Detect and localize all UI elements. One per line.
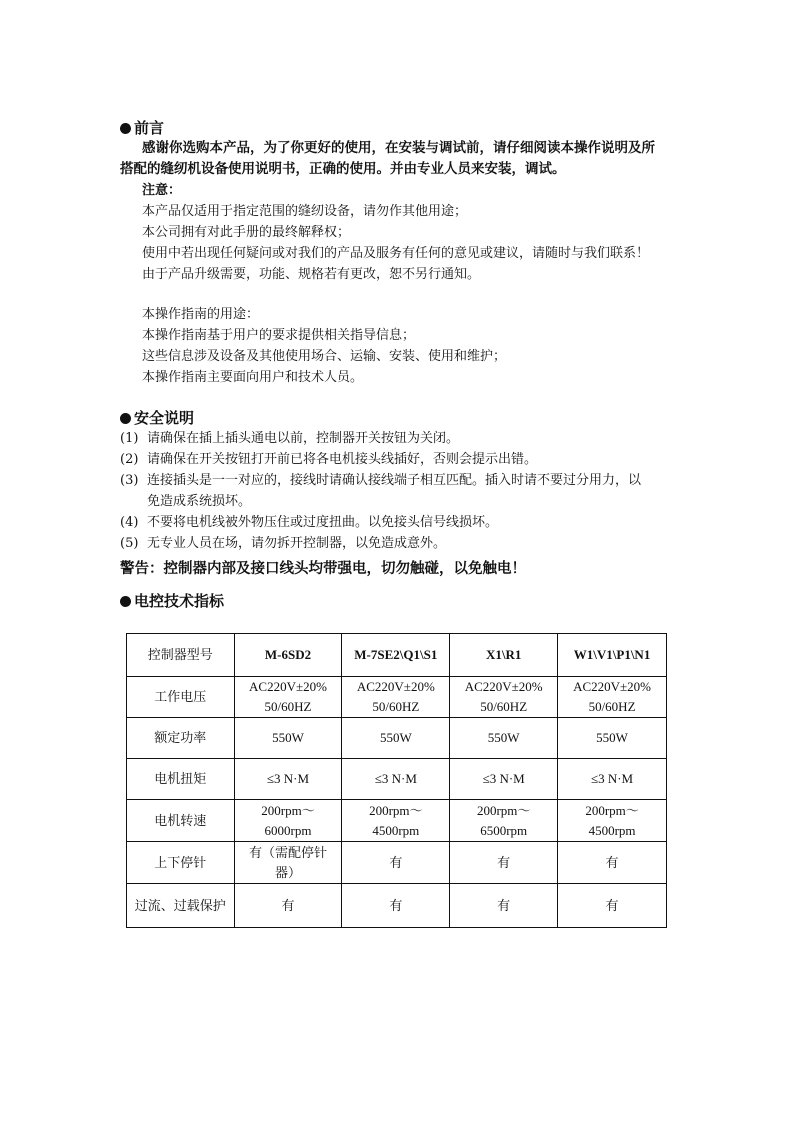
intro-line: 感谢你选购本产品，为了你更好的使用，在安装与调试前，请仔细阅读本操作说明及所 (142, 140, 655, 156)
guide-block (142, 304, 506, 388)
table-cell: 有 (342, 842, 450, 884)
table-cell: AC220V±20% 50/60HZ (234, 677, 342, 718)
preface-intro (120, 138, 655, 180)
header-cell: X1\R1 (450, 634, 558, 677)
table-cell: 有 (558, 842, 667, 884)
table-row (127, 800, 667, 842)
bullet-icon (120, 413, 131, 424)
table-cell: AC220V±20% 50/60HZ (450, 677, 558, 718)
header-cell: M-6SD2 (234, 634, 342, 677)
table-cell: ≤3 N·M (342, 759, 450, 800)
table-cell: 200rpm～ 4500rpm (558, 800, 667, 842)
item-number: (1) (120, 431, 139, 446)
table-cell: 有 (558, 884, 667, 928)
note-line: 使用中若出现任何疑问或对我们的产品及服务有任何的意见或建议，请随时与我们联系！ (142, 246, 650, 261)
item-number: (3) (120, 473, 139, 488)
table-cell: 有 (450, 884, 558, 928)
row-label: 电机转速 (127, 800, 235, 842)
preface-heading: 前言 (120, 118, 164, 138)
safety-heading: 安全说明 (120, 408, 194, 428)
table-row (127, 884, 667, 928)
notes-block (142, 201, 649, 285)
list-item (120, 512, 641, 533)
list-item (120, 533, 641, 554)
table-cell: 550W (558, 718, 667, 759)
item-text: 无专业人员在场，请勿拆开控制器，以免造成意外。 (147, 536, 447, 551)
table-cell: 200rpm～ 4500rpm (342, 800, 450, 842)
intro-line: 搭配的缝纫机设备使用说明书，正确的使用。并由专业人员来安装，调试。 (120, 161, 566, 177)
list-item (120, 428, 641, 449)
row-label: 电机扭矩 (127, 759, 235, 800)
table-row (127, 842, 667, 884)
note-line: 本公司拥有对此手册的最终解释权； (142, 225, 351, 240)
item-number: (5) (120, 536, 139, 551)
note-line: 由于产品升级需要，功能、规格若有更改，恕不另行通知。 (142, 267, 481, 282)
table-cell: 有 (342, 884, 450, 928)
table-cell: ≤3 N·M (558, 759, 667, 800)
item-text: 请确保在开关按钮打开前已将各电机接头线插好，否则会提示出错。 (147, 452, 538, 467)
table-cell: 550W (234, 718, 342, 759)
guide-line: 本操作指南主要面向用户和技术人员。 (142, 370, 364, 385)
table-cell: 有 (450, 842, 558, 884)
guide-line: 本操作指南的用途： (142, 307, 260, 322)
guide-line: 这些信息涉及设备及其他使用场合、运输、安装、使用和维护； (142, 349, 507, 364)
row-label: 上下停针 (127, 842, 235, 884)
row-label: 过流、过载保护 (127, 884, 235, 928)
item-number: (4) (120, 515, 139, 530)
row-label: 额定功率 (127, 718, 235, 759)
item-text: 连接插头是一一对应的，接线时请确认接线端子相互匹配。插入时请不要过分用力，以 (147, 473, 642, 488)
spec-table (126, 633, 667, 928)
table-row (127, 759, 667, 800)
note-line: 本产品仅适用于指定范围的缝纫设备，请勿作其他用途； (142, 204, 468, 219)
header-cell: M-7SE2\Q1\S1 (342, 634, 450, 677)
table-header-row (127, 634, 667, 677)
guide-line: 本操作指南基于用户的要求提供相关指导信息； (142, 328, 416, 343)
header-cell: 控制器型号 (127, 634, 235, 677)
table-cell: ≤3 N·M (234, 759, 342, 800)
table-row (127, 677, 667, 718)
item-number: (2) (120, 452, 139, 467)
list-item (120, 470, 641, 512)
safety-list (120, 428, 641, 554)
list-item (120, 449, 641, 470)
table-cell: 有 (234, 884, 342, 928)
table-cell: 550W (342, 718, 450, 759)
bullet-icon (120, 596, 131, 607)
table-cell: AC220V±20% 50/60HZ (558, 677, 667, 718)
table-cell: 200rpm～ 6500rpm (450, 800, 558, 842)
note-label: 注意： (142, 183, 182, 198)
item-text: 免造成系统损坏。 (147, 494, 252, 509)
item-text: 不要将电机线被外物压住或过度扭曲。以免接头信号线损坏。 (147, 515, 499, 530)
specs-heading: 电控技术指标 (120, 591, 224, 611)
header-cell: W1\V1\P1\N1 (558, 634, 667, 677)
item-text: 请确保在插上插头通电以前，控制器开关按钮为关闭。 (147, 431, 460, 446)
table-cell: 200rpm～ 6000rpm (234, 800, 342, 842)
bullet-icon (120, 123, 131, 134)
table-row (127, 718, 667, 759)
table-cell: 有（需配停针 器） (234, 842, 342, 884)
row-label: 工作电压 (127, 677, 235, 718)
warning-text: 警告：控制器内部及接口线头均带强电，切勿触碰，以免触电！ (120, 561, 526, 577)
table-cell: AC220V±20% 50/60HZ (342, 677, 450, 718)
table-cell: 550W (450, 718, 558, 759)
table-cell: ≤3 N·M (450, 759, 558, 800)
